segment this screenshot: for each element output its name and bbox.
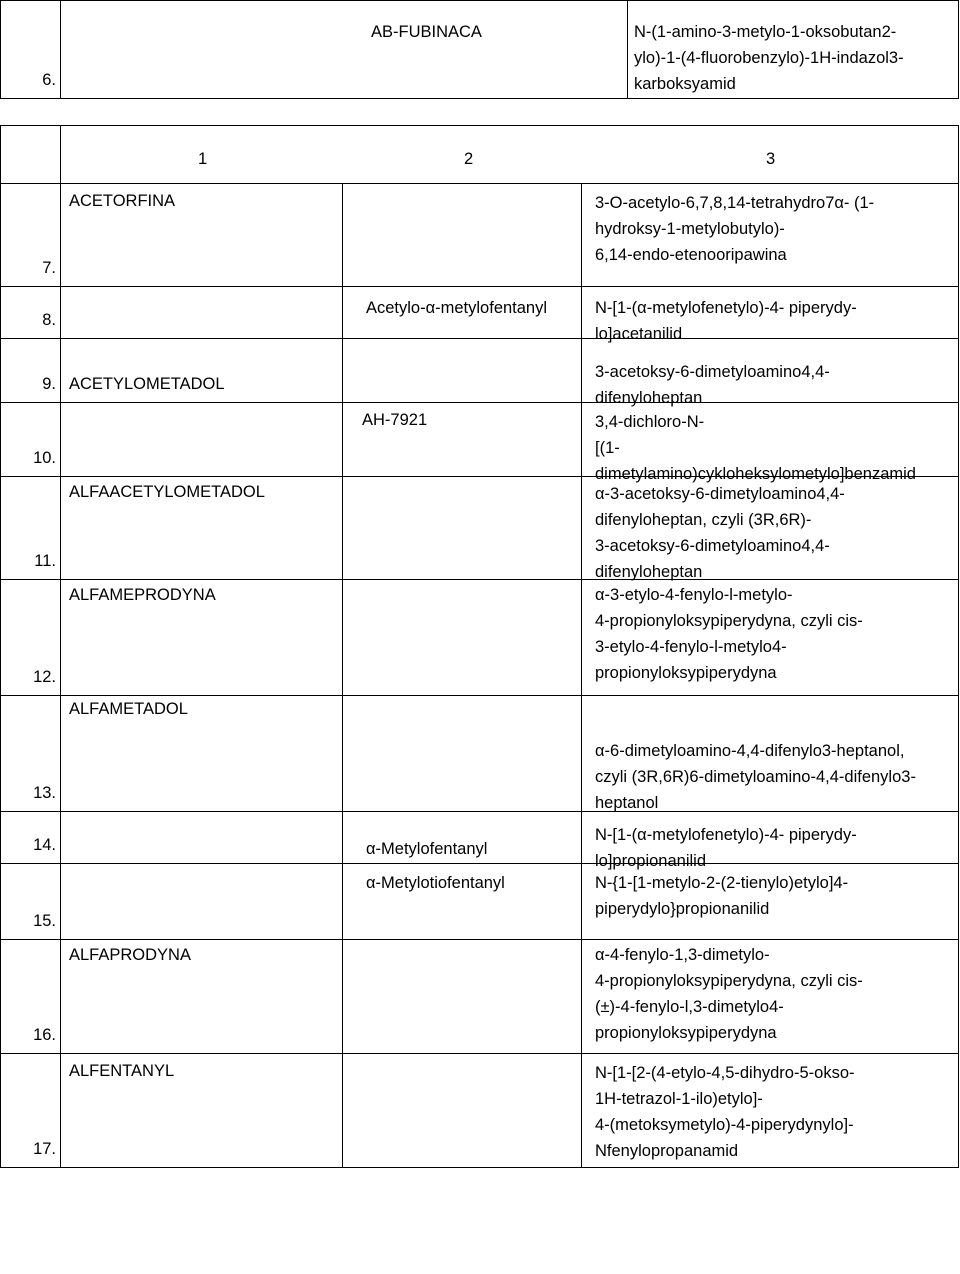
drug-name: α-Metylofentanyl xyxy=(366,840,488,858)
row-number: 14. xyxy=(33,836,56,854)
table-row xyxy=(1,287,959,339)
chemical-name: N-[1-[2-(4-etylo-4,5-dihydro-5-okso- 1H-tetrazol-1-ilo)etylo]- 4-(metoksymetylo)-4-piperydynylo]- Nfenylopropanamid xyxy=(595,1064,855,1160)
row-number: 11. xyxy=(34,552,56,570)
row-number: 13. xyxy=(33,784,56,802)
row-number-cell xyxy=(1,1,61,99)
chemical-name: α-3-etylo-4-fenylo-l-metylo- 4-propionyloksypiperydyna, czyli cis- 3-etylo-4-fenylo-l-metylo4- propionyloksypiperydyna xyxy=(595,586,863,682)
drug-name-cell xyxy=(61,580,343,696)
row-number: 16. xyxy=(33,1026,56,1044)
chemical-name-cell xyxy=(582,403,959,483)
table-body xyxy=(1,184,959,1168)
drug-name-cell xyxy=(61,403,343,477)
row-number-cell xyxy=(1,1054,61,1168)
drug-name-cell xyxy=(61,1,628,99)
row-number-cell xyxy=(1,940,61,1054)
drug-name-alt-cell xyxy=(343,864,582,940)
drug-name-alt-cell xyxy=(343,477,582,580)
chemical-name: α-3-acetoksy-6-dimetyloamino4,4- difenyloheptan, czyli (3R,6R)- 3-acetoksy-6-dimetyloamino4,4- difenyloheptan xyxy=(595,485,845,581)
row-number-cell xyxy=(1,403,61,477)
chemical-name: 3-acetoksy-6-dimetyloamino4,4- difenyloheptan xyxy=(595,363,830,407)
drug-name: ALFENTANYL xyxy=(69,1062,175,1080)
chemical-name: N-[1-(α-metylofenetylo)-4- piperydy- lo]acetanilid xyxy=(595,299,857,343)
chemical-name: α-6-dimetyloamino-4,4-difenylo3-heptanol, czyli (3R,6R)6-dimetyloamino-4,4-difenylo3- heptanol xyxy=(595,742,916,812)
drug-name: ALFAMETADOL xyxy=(69,700,188,718)
drug-name-alt-cell xyxy=(343,1054,582,1168)
chemical-name-cell xyxy=(582,184,959,287)
drug-name-alt-cell xyxy=(343,184,582,287)
row-number-cell xyxy=(1,812,61,864)
chemical-name: N-{1-[1-metylo-2-(2-tienylo)etylo]4- piperydylo}propionanilid xyxy=(595,874,849,918)
drug-name-alt-cell xyxy=(343,339,582,403)
table-row xyxy=(1,580,959,696)
chemical-name-cell xyxy=(582,287,959,343)
chemical-name-cell xyxy=(582,864,959,940)
row-number: 17. xyxy=(33,1140,56,1158)
table-row xyxy=(1,940,959,1054)
row-number: 8. xyxy=(42,311,56,329)
chemical-name-cell xyxy=(582,812,959,870)
table-row xyxy=(1,696,959,812)
header-empty-cell xyxy=(1,126,61,184)
table-top-fragment xyxy=(0,0,959,99)
drug-name-cell xyxy=(61,339,343,403)
row-number-cell xyxy=(1,477,61,580)
chemical-name: N-[1-(α-metylofenetylo)-4- piperydy- lo]propionanilid xyxy=(595,826,857,870)
drug-name-cell xyxy=(61,477,343,580)
drug-name-cell xyxy=(61,1054,343,1168)
drug-name-alt-cell xyxy=(343,696,582,812)
table-row xyxy=(1,184,959,287)
row-number-cell xyxy=(1,864,61,940)
chemical-name-cell xyxy=(582,1054,959,1168)
drug-name: α-Metylotiofentanyl xyxy=(366,874,505,892)
table-main xyxy=(0,125,959,1168)
drug-name: ALFAMEPRODYNA xyxy=(69,586,216,604)
drug-name-cell xyxy=(61,812,343,864)
drug-name-cell xyxy=(61,184,343,287)
row-number-cell xyxy=(1,287,61,339)
drug-name-alt-cell xyxy=(343,287,582,339)
drug-name-cell xyxy=(61,864,343,940)
column-header-3: 3 xyxy=(766,150,776,168)
row-number: 10. xyxy=(33,449,56,467)
drug-name-alt-cell xyxy=(343,940,582,1054)
table-row xyxy=(1,477,959,580)
table-row xyxy=(1,1,959,99)
row-number: 15. xyxy=(33,912,56,930)
table-row xyxy=(1,403,959,477)
drug-name: AB-FUBINACA xyxy=(371,23,482,41)
drug-name-cell xyxy=(61,287,343,339)
chemical-name: 3,4-dichloro-N- [(1- dimetylamino)cykloheksylometylo]benzamid xyxy=(595,413,916,483)
chemical-name-cell xyxy=(582,940,959,1054)
chemical-name-cell xyxy=(582,696,959,812)
row-number-cell xyxy=(1,184,61,287)
drug-name: ACETORFINA xyxy=(69,192,176,210)
chemical-name-cell xyxy=(582,339,959,407)
row-number-cell xyxy=(1,696,61,812)
chemical-name-cell xyxy=(582,477,959,580)
drug-name: ACETYLOMETADOL xyxy=(69,375,225,393)
chemical-name-cell xyxy=(628,1,959,99)
drug-name: ALFAACETYLOMETADOL xyxy=(69,483,265,501)
row-number: 6. xyxy=(42,71,56,89)
column-header-1: 1 xyxy=(198,150,208,168)
drug-name-alt-cell xyxy=(343,812,582,864)
table-row xyxy=(1,812,959,864)
row-number: 7. xyxy=(42,259,56,277)
row-number: 9. xyxy=(42,375,56,393)
row-number-cell xyxy=(1,339,61,403)
drug-name: Acetylo-α-metylofentanyl xyxy=(366,299,548,317)
header-cell xyxy=(61,126,959,184)
table-row xyxy=(1,1054,959,1168)
row-number-cell xyxy=(1,580,61,696)
drug-name-alt-cell xyxy=(343,580,582,696)
drug-name: ALFAPRODYNA xyxy=(69,946,191,964)
chemical-name: α-4-fenylo-1,3-dimetylo- 4-propionyloksypiperydyna, czyli cis- (±)-4-fenylo-l,3-dimetylo4- propionyloksypiperydyna xyxy=(595,946,863,1042)
drug-name-alt-cell xyxy=(343,403,582,477)
column-header-2: 2 xyxy=(464,150,474,168)
chemical-name: 3-O-acetylo-6,7,8,14-tetrahydro7α- (1- hydroksy-1-metylobutylo)- 6,14-endo-etenooripawina xyxy=(595,194,875,264)
header-row xyxy=(1,126,959,184)
row-number: 12. xyxy=(33,668,56,686)
table-row xyxy=(1,339,959,403)
drug-name: AH-7921 xyxy=(362,411,428,429)
chemical-name: N-(1-amino-3-metylo-1-oksobutan2- ylo)-1-(4-fluorobenzylo)-1H-indazol3- karboksyamid xyxy=(634,23,904,93)
chemical-name-cell xyxy=(582,580,959,696)
drug-name-cell xyxy=(61,940,343,1054)
table-row xyxy=(1,864,959,940)
drug-name-cell xyxy=(61,696,343,812)
